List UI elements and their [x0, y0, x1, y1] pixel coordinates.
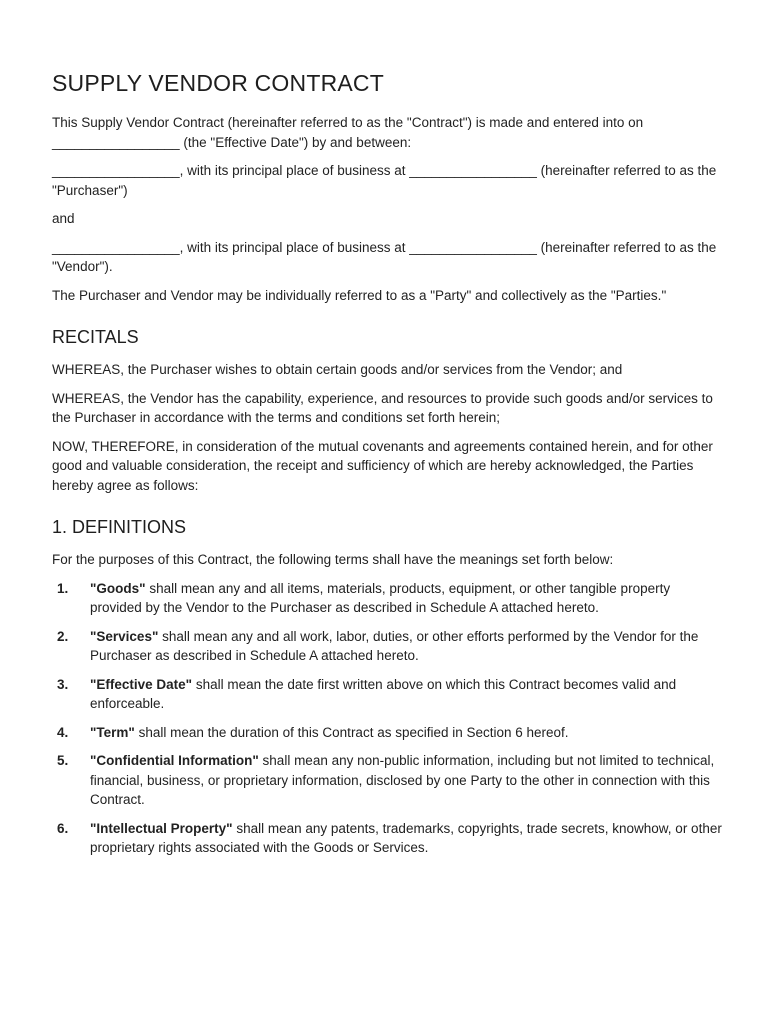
item-number: 2.	[57, 628, 69, 644]
contract-page	[52, 70, 722, 867]
definition-text: shall mean the duration of this Contract as specified in Section 6 hereof.	[134, 724, 569, 740]
definition-item	[52, 723, 722, 743]
definition-item	[52, 819, 722, 858]
item-number: 4.	[57, 724, 69, 740]
definition-item	[52, 627, 722, 666]
item-number: 6.	[57, 820, 69, 836]
vendor-paragraph: _________________, with its principal place of business at _________________ (hereinafter referred to as the "Vendor").	[52, 239, 717, 274]
definitions-intro: For the purposes of this Contract, the following terms shall have the meanings set forth below:	[52, 552, 614, 567]
item-number: 3.	[57, 676, 69, 692]
intro-paragraph: This Supply Vendor Contract (hereinafter referred to as the "Contract") is made and entered into on _________________ (the "Effective Date") by and between:	[52, 115, 644, 150]
definitions-list	[52, 579, 722, 858]
defined-term: "Goods"	[90, 580, 146, 596]
definition-text: shall mean any patents, trademarks, copyrights, trade secrets, knowhow, or other proprietary rights associated with the Goods or Services.	[90, 820, 722, 855]
definition-text: shall mean any non-public information, including but not limited to technical, financial, business, or proprietary information, disclosed by one Party to the other in connection with this Contract.	[90, 753, 715, 807]
definition-text: shall mean any and all items, materials, products, equipment, or other tangible property provided by the Vendor to the Purchaser as described in Schedule A attached hereto.	[90, 580, 671, 615]
definition-item	[52, 751, 722, 810]
defined-term: "Term"	[90, 724, 135, 740]
defined-term: "Intellectual Property"	[90, 820, 233, 836]
purchaser-paragraph: _________________, with its principal place of business at _________________ (hereinafter referred to as the "Purchaser")	[52, 163, 717, 198]
definition-text: shall mean the date first written above on which this Contract becomes valid and enforceable.	[90, 676, 677, 711]
definitions-heading: 1. DEFINITIONS	[52, 517, 187, 537]
item-number: 1.	[57, 580, 69, 596]
definition-item	[52, 675, 722, 714]
recital-paragraph: WHEREAS, the Purchaser wishes to obtain certain goods and/or services from the Vendor; and	[52, 362, 623, 377]
defined-term: "Services"	[90, 628, 159, 644]
and-paragraph: and	[52, 211, 75, 226]
document-title: SUPPLY VENDOR CONTRACT	[52, 70, 384, 96]
item-number: 5.	[57, 753, 69, 768]
recital-paragraph: WHEREAS, the Vendor has the capability, experience, and resources to provide such goods and/or services to the Purchaser in accordance with the terms and conditions set forth herein;	[52, 390, 713, 425]
defined-term: "Effective Date"	[90, 676, 193, 692]
recital-paragraph: NOW, THEREFORE, in consideration of the mutual covenants and agreements contained herein, and for other good and valuable consideration, the receipt and sufficiency of which are hereby acknowledged, the Parties hereby agree as follows:	[52, 438, 713, 493]
parties-paragraph: The Purchaser and Vendor may be individually referred to as a "Party" and collectively as the "Parties."	[52, 287, 667, 303]
definition-item	[52, 579, 722, 618]
defined-term: "Confidential Information"	[90, 753, 259, 768]
definition-text: shall mean any and all work, labor, duties, or other efforts performed by the Vendor for the Purchaser as described in Schedule A attached hereto.	[90, 628, 699, 663]
recitals-heading: RECITALS	[52, 327, 139, 347]
